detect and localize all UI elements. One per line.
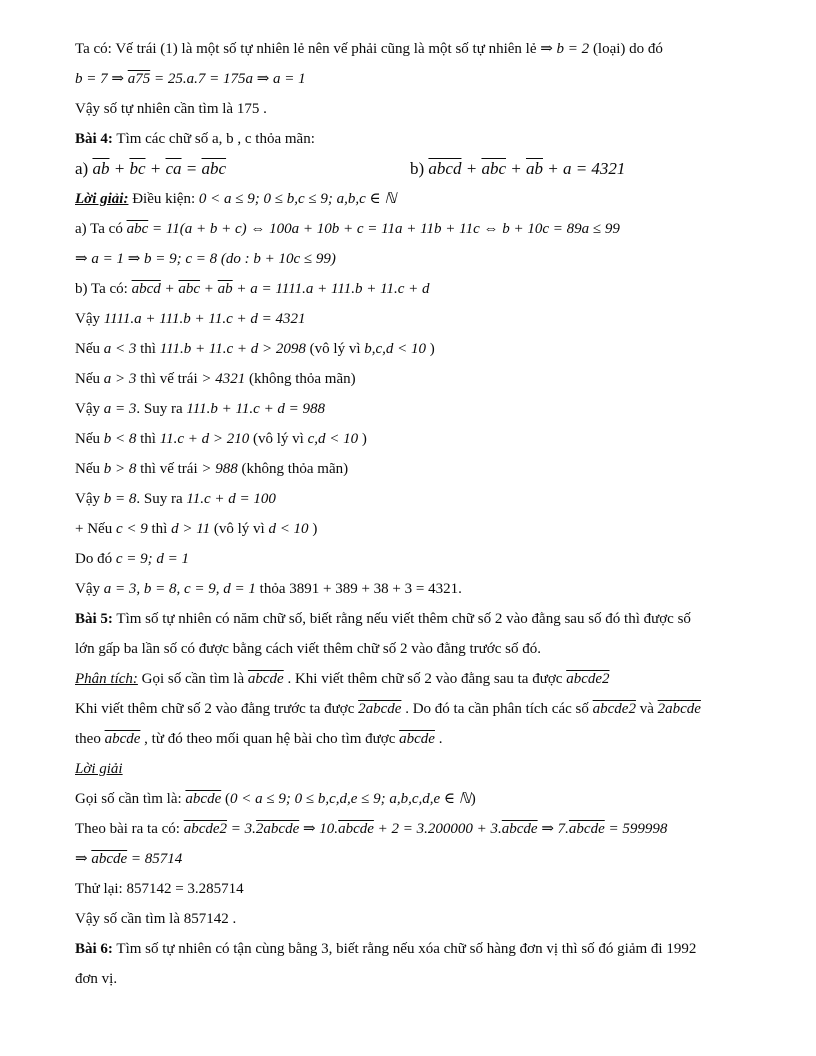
text-segment: Nếu [75, 461, 104, 477]
text-segment: Bài 5: [75, 611, 113, 627]
text-line [75, 64, 752, 94]
text-segment: Theo bài ra ta có: [75, 821, 184, 837]
text-segment: ( [221, 791, 230, 807]
text-segment: Tìm số tự nhiên có năm chữ số, biết rằng nếu viết thêm chữ số 2 vào đằng sau số đó thì được số [112, 611, 691, 627]
text-segment: = 599998 [604, 821, 668, 837]
text-segment: ) [426, 341, 435, 357]
text-segment: d < 10 [268, 521, 309, 537]
text-line [75, 754, 752, 784]
text-segment: Vậy [75, 491, 104, 507]
text-segment: + [200, 281, 218, 297]
math-overline-group: $\overline{ab}$ [525, 159, 543, 178]
text-segment: Bài 6: [75, 941, 113, 957]
text-line [75, 154, 752, 184]
math-overline-group: $\overline{abc}$ [178, 281, 201, 297]
math-overline-group: a75 [127, 71, 151, 87]
text-line [75, 874, 752, 904]
text-segment: 11.c + d = 100 [186, 491, 276, 507]
text-line [75, 664, 752, 694]
text-segment: Gọi số cần tìm là [137, 671, 248, 687]
text-line [75, 724, 752, 754]
text-segment: . Do đó ta cần phân tích các số [401, 701, 593, 717]
text-segment: + [461, 159, 482, 178]
text-segment: Tìm các chữ số a, b , c thỏa mãn: [112, 131, 315, 147]
text-segment: b) [410, 159, 429, 178]
text-segment: c = 9; d = 1 [115, 551, 189, 567]
text-segment: thì vế trái [136, 371, 202, 387]
text-segment: b,c,d < 10 [364, 341, 427, 357]
text-segment: Vậy [75, 581, 104, 597]
text-segment: . Suy ra [136, 491, 187, 507]
text-line [75, 844, 752, 874]
math-overline-group: abcde2 [183, 821, 228, 837]
text-line [75, 424, 752, 454]
math-overline-group: $\overline{bc}$ [129, 159, 146, 178]
text-line [75, 934, 752, 964]
text-segment: Nếu [75, 431, 104, 447]
text-segment: + 2 = 3.200000 + 3. [373, 821, 502, 837]
text-segment: 111.b + 11.c + d = 988 [186, 401, 326, 417]
text-line [75, 94, 752, 124]
text-segment: Vậy [75, 401, 104, 417]
text-segment: ⇒ b = 2 [540, 41, 590, 57]
text-line [75, 184, 752, 214]
text-segment: Phân tích: [75, 671, 138, 687]
text-segment: và [635, 701, 658, 717]
text-segment: = 11(a + b + c) ⇔ 100a + 10b + c = 11a + 11b + 11c ⇔ b + 10c = 89a ≤ 99 [148, 221, 620, 237]
math-overline-group: abcd [428, 159, 462, 178]
math-overline-group: abcde [338, 821, 374, 837]
text-segment: ) [358, 431, 367, 447]
text-segment: b > 8 [103, 461, 137, 477]
text-segment: c,d < 10 [307, 431, 359, 447]
text-segment: a < 3 [103, 341, 137, 357]
text-line [75, 334, 752, 364]
math-overline-group: abcde [91, 851, 128, 867]
text-segment: (không thỏa mãn) [245, 371, 356, 387]
text-line [75, 394, 752, 424]
text-segment: + [160, 281, 179, 297]
text-segment: a) [75, 159, 93, 178]
text-segment: theo [75, 731, 105, 747]
text-segment: Vậy số cần tìm là 857142 . [75, 911, 237, 927]
text-segment: Ta có: Vế trái (1) là một số tự nhiên lẻ nên vế phải cũng là một số tự nhiên lẻ [75, 41, 541, 57]
text-line [75, 544, 752, 574]
text-segment: = 25.a.7 = 175a ⇒ a = 1 [150, 71, 306, 87]
math-overline-group: abcde [104, 731, 141, 747]
math-overline-group: abcd [131, 281, 161, 297]
text-segment: , từ đó theo mối quan hệ bài cho tìm được [140, 731, 400, 747]
text-line [75, 34, 752, 64]
text-line [75, 814, 752, 844]
math-overline-group: 2abcde [255, 821, 300, 837]
text-line [75, 454, 752, 484]
math-overline-group: $\overline{abc}$ [126, 221, 149, 237]
text-segment: ⇒ [75, 851, 92, 867]
math-overline-group: abcde [501, 821, 538, 837]
equation-column [410, 154, 625, 184]
text-segment: b) Ta có: [75, 281, 132, 297]
text-line [75, 364, 752, 394]
text-segment: . Suy ra [136, 401, 187, 417]
text-segment: thỏa 3891 + 389 + 38 + 3 = 4321. [255, 581, 462, 597]
text-line [75, 694, 752, 724]
math-overline-group: abcde2 [592, 701, 636, 717]
text-segment: 11.c + d > 210 [159, 431, 250, 447]
text-segment: 111.b + 11.c + d > 2098 [159, 341, 306, 357]
text-segment: + Nếu [75, 521, 116, 537]
text-segment: Vậy [75, 311, 104, 327]
text-segment: Vậy số tự nhiên cần tìm là 175 . [75, 101, 267, 117]
text-segment: + a = 4321 [542, 159, 626, 178]
text-segment: đơn vị. [75, 971, 118, 987]
text-segment: Do đó [75, 551, 116, 567]
text-segment: Khi viết thêm chữ số 2 vào đằng trước ta được [75, 701, 359, 717]
text-segment: thì [136, 431, 160, 447]
text-line [75, 274, 752, 304]
text-segment: + [506, 159, 526, 178]
text-line [75, 214, 752, 244]
text-segment: (không thỏa mãn) [237, 461, 349, 477]
text-segment: . Khi viết thêm chữ số 2 vào đằng sau ta được [283, 671, 567, 687]
text-segment: (vô lý vì [305, 341, 365, 357]
text-segment: thì [147, 521, 172, 537]
text-line [75, 904, 752, 934]
text-line [75, 484, 752, 514]
text-line [75, 244, 752, 274]
text-segment: Điều kiện: [128, 191, 199, 207]
text-line [75, 784, 752, 814]
text-segment: lớn gấp ba lần số có được bằng cách viết thêm chữ số 2 vào đằng trước số đó. [75, 641, 541, 657]
math-overline-group: 2abcde [657, 701, 701, 717]
text-segment: c < 9 [115, 521, 148, 537]
text-segment: = [181, 159, 202, 178]
text-segment: 1111.a + 111.b + 11.c + d = 4321 [103, 311, 306, 327]
text-segment: (vô lý vì [210, 521, 269, 537]
text-segment: Bài 4: [75, 131, 113, 147]
text-segment: ⇒ 10. [299, 821, 339, 837]
text-segment: = 85714 [127, 851, 183, 867]
text-segment: = 3. [227, 821, 256, 837]
math-overline-group: $\overline{ab}$ [92, 159, 110, 178]
math-overline-group: abcde [247, 671, 284, 687]
math-overline-group: $\overline{ca}$ [165, 159, 182, 178]
text-segment: a) Ta có [75, 221, 127, 237]
text-segment: b < 8 [103, 431, 137, 447]
equation-column [75, 154, 410, 184]
text-segment: Thử lại: 857142 = 3.285714 [75, 881, 244, 897]
math-overline-group: $\overline{abc}$ [201, 159, 227, 178]
text-segment: Lời giải [75, 761, 123, 777]
text-segment: b = 7 ⇒ [75, 71, 128, 87]
math-overline-group: abcde2 [566, 671, 610, 687]
text-segment: 0 < a ≤ 9; 0 ≤ b,c,d,e ≤ 9; a,b,c,d,e ∈ ℕ [229, 791, 471, 807]
text-segment: thì [136, 341, 160, 357]
text-segment: Lời giải: [75, 191, 129, 207]
math-overline-group: $\overline{ab}$ [217, 281, 233, 297]
text-segment: d > 11 [171, 521, 211, 537]
text-segment: Nếu [75, 341, 104, 357]
text-line [75, 604, 752, 634]
text-segment: > 988 [201, 461, 238, 477]
text-segment: + a = 1111.a + 111.b + 11.c + d [232, 281, 430, 297]
text-segment: a = 3, b = 8, c = 9, d = 1 [103, 581, 256, 597]
text-line [75, 574, 752, 604]
math-overline-group: abcde [568, 821, 605, 837]
math-overline-group: $\overline{abc}$ [481, 159, 506, 178]
text-segment: + [109, 159, 130, 178]
text-segment: . [434, 731, 443, 747]
text-segment: ) [470, 791, 476, 807]
text-line [75, 514, 752, 544]
text-segment: b = 8 [103, 491, 137, 507]
text-segment: 0 < a ≤ 9; 0 ≤ b,c ≤ 9; a,b,c ∈ ℕ [198, 191, 397, 207]
text-segment: (vô lý vì [249, 431, 308, 447]
text-segment: ⇒ 7. [537, 821, 569, 837]
math-overline-group: 2abcde [358, 701, 402, 717]
text-segment: Nếu [75, 371, 104, 387]
text-line [75, 964, 752, 994]
text-line [75, 304, 752, 334]
text-line [75, 634, 752, 664]
text-segment: a > 3 [103, 371, 137, 387]
text-segment: ⇒ a = 1 ⇒ b = 9; c = 8 (do : b + 10c ≤ 99) [75, 251, 336, 267]
text-segment: Tìm số tự nhiên có tận cùng bằng 3, biết rằng nếu xóa chữ số hàng đơn vị thì số đó giảm đi 1992 [112, 941, 697, 957]
text-segment: + [145, 159, 166, 178]
text-segment: Gọi số cần tìm là: [75, 791, 186, 807]
text-segment: thì vế trái [136, 461, 202, 477]
text-segment: (loại) do đó [589, 41, 663, 57]
math-overline-group: abcde [185, 791, 222, 807]
text-segment: a = 3 [103, 401, 137, 417]
text-segment: > 4321 [201, 371, 246, 387]
text-line [75, 124, 752, 154]
math-overline-group: abcde [399, 731, 435, 747]
text-segment: ) [308, 521, 318, 537]
